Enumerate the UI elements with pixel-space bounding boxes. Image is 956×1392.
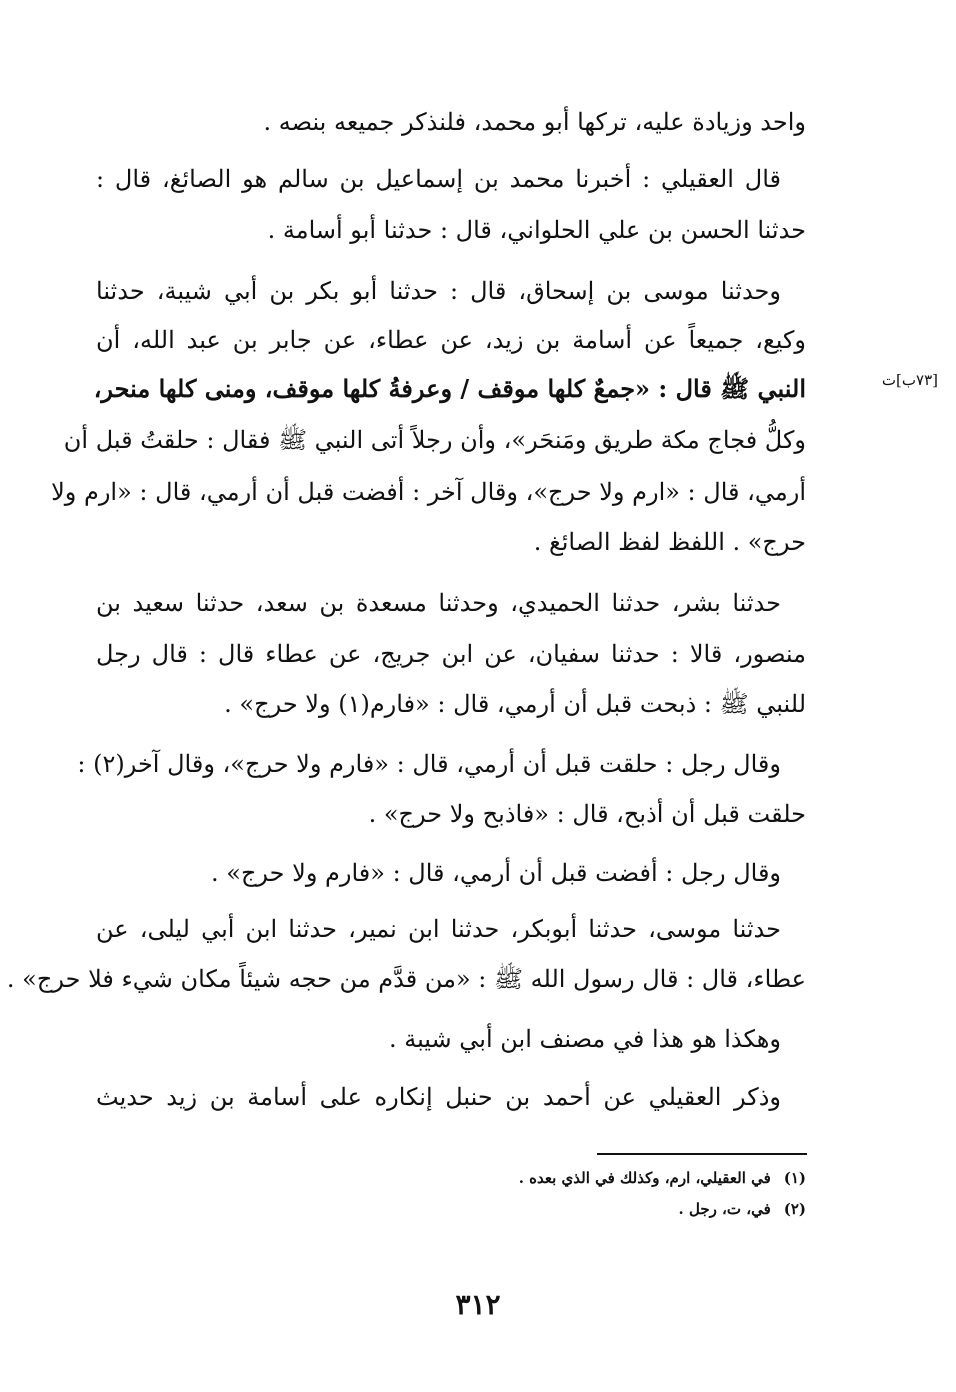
- footnote-2-number: (٢): [783, 1200, 806, 1218]
- text-line-1: واحد وزيادة عليه، تركها أبو محمد، فلنذكر جميعه بنصه .: [263, 108, 806, 136]
- text-line-12: للنبي ﷺ : ذبحت قبل أن أرمي، قال : «فارم(١) ولا حرج» .: [224, 690, 806, 718]
- page-number: ٣١٢: [455, 1288, 501, 1321]
- text-line-14: حلقت قبل أن أذبح، قال : «فاذبح ولا حرج» .: [368, 800, 806, 828]
- text-line-17: عطاء، قال : قال رسول الله ﷺ : «من قدَّم من حجه شيئاً مكان شيء فلا حرج» .: [6, 965, 806, 993]
- text-line-13: وقال رجل : حلقت قبل أن أرمي، قال : «فارم ولا حرج»، وقال آخر(٢) :: [77, 750, 781, 778]
- text-line-11: منصور، قالا : حدثنا سفيان، عن ابن جريج، عن عطاء قال : قال رجل: [96, 640, 806, 668]
- footnote-1: [106, 1168, 806, 1188]
- manuscript-margin-note: [٧٣ب]ت: [881, 371, 938, 389]
- text-line-2: قال العقيلي : أخبرنا محمد بن إسماعيل بن سالم هو الصائغ، قال :: [96, 165, 781, 193]
- text-line-18: وهكذا هو هذا في مصنف ابن أبي شيبة .: [388, 1025, 781, 1053]
- text-line-8: أرمي، قال : «ارم ولا حرج»، وقال آخر : أفضت قبل أن أرمي، قال : «ارم ولا: [51, 478, 806, 506]
- text-line-7: وكلُّ فجاج مكة طريق ومَنحَر»، وأن رجلاً أتى النبي ﷺ فقال : حلقتُ قبل أن: [63, 426, 806, 454]
- footnote-2: [106, 1199, 806, 1219]
- text-line-19: وذكر العقيلي عن أحمد بن حنبل إنكاره على أسامة بن زيد حديث: [96, 1083, 782, 1111]
- text-line-6: النبي ﷺ قال : «جمعٌ كلها موقف / وعرفةُ كلها موقف، ومنى كلها منحر،: [93, 374, 806, 403]
- text-line-4: وحدثنا موسى بن إسحاق، قال : حدثنا أبو بكر بن أبي شيبة، حدثنا: [96, 277, 781, 305]
- footnote-1-number: (١): [783, 1169, 806, 1187]
- text-line-5: وكيع، جميعاً عن أسامة بن زيد، عن عطاء، عن جابر بن عبد الله، أن: [96, 326, 806, 354]
- text-line-9: حرج» . اللفظ لفظ الصائغ .: [533, 528, 806, 556]
- footnote-separator: [597, 1153, 807, 1155]
- footnote-1-text: في العقيلي، ارم، وكذلك في الذي بعده .: [518, 1169, 771, 1187]
- footnote-2-text: في، ت، رجل .: [678, 1200, 771, 1218]
- text-line-3: حدثنا الحسن بن علي الحلواني، قال : حدثنا أبو أسامة .: [267, 216, 806, 244]
- text-line-15: وقال رجل : أفضت قبل أن أرمي، قال : «فارم ولا حرج» .: [211, 859, 781, 887]
- text-line-16: حدثنا موسى، حدثنا أبوبكر، حدثنا ابن نمير، حدثنا ابن أبي ليلى، عن: [96, 915, 781, 943]
- text-line-10: حدثنا بشر، حدثنا الحميدي، وحدثنا مسعدة بن سعد، حدثنا سعيد بن: [96, 589, 781, 617]
